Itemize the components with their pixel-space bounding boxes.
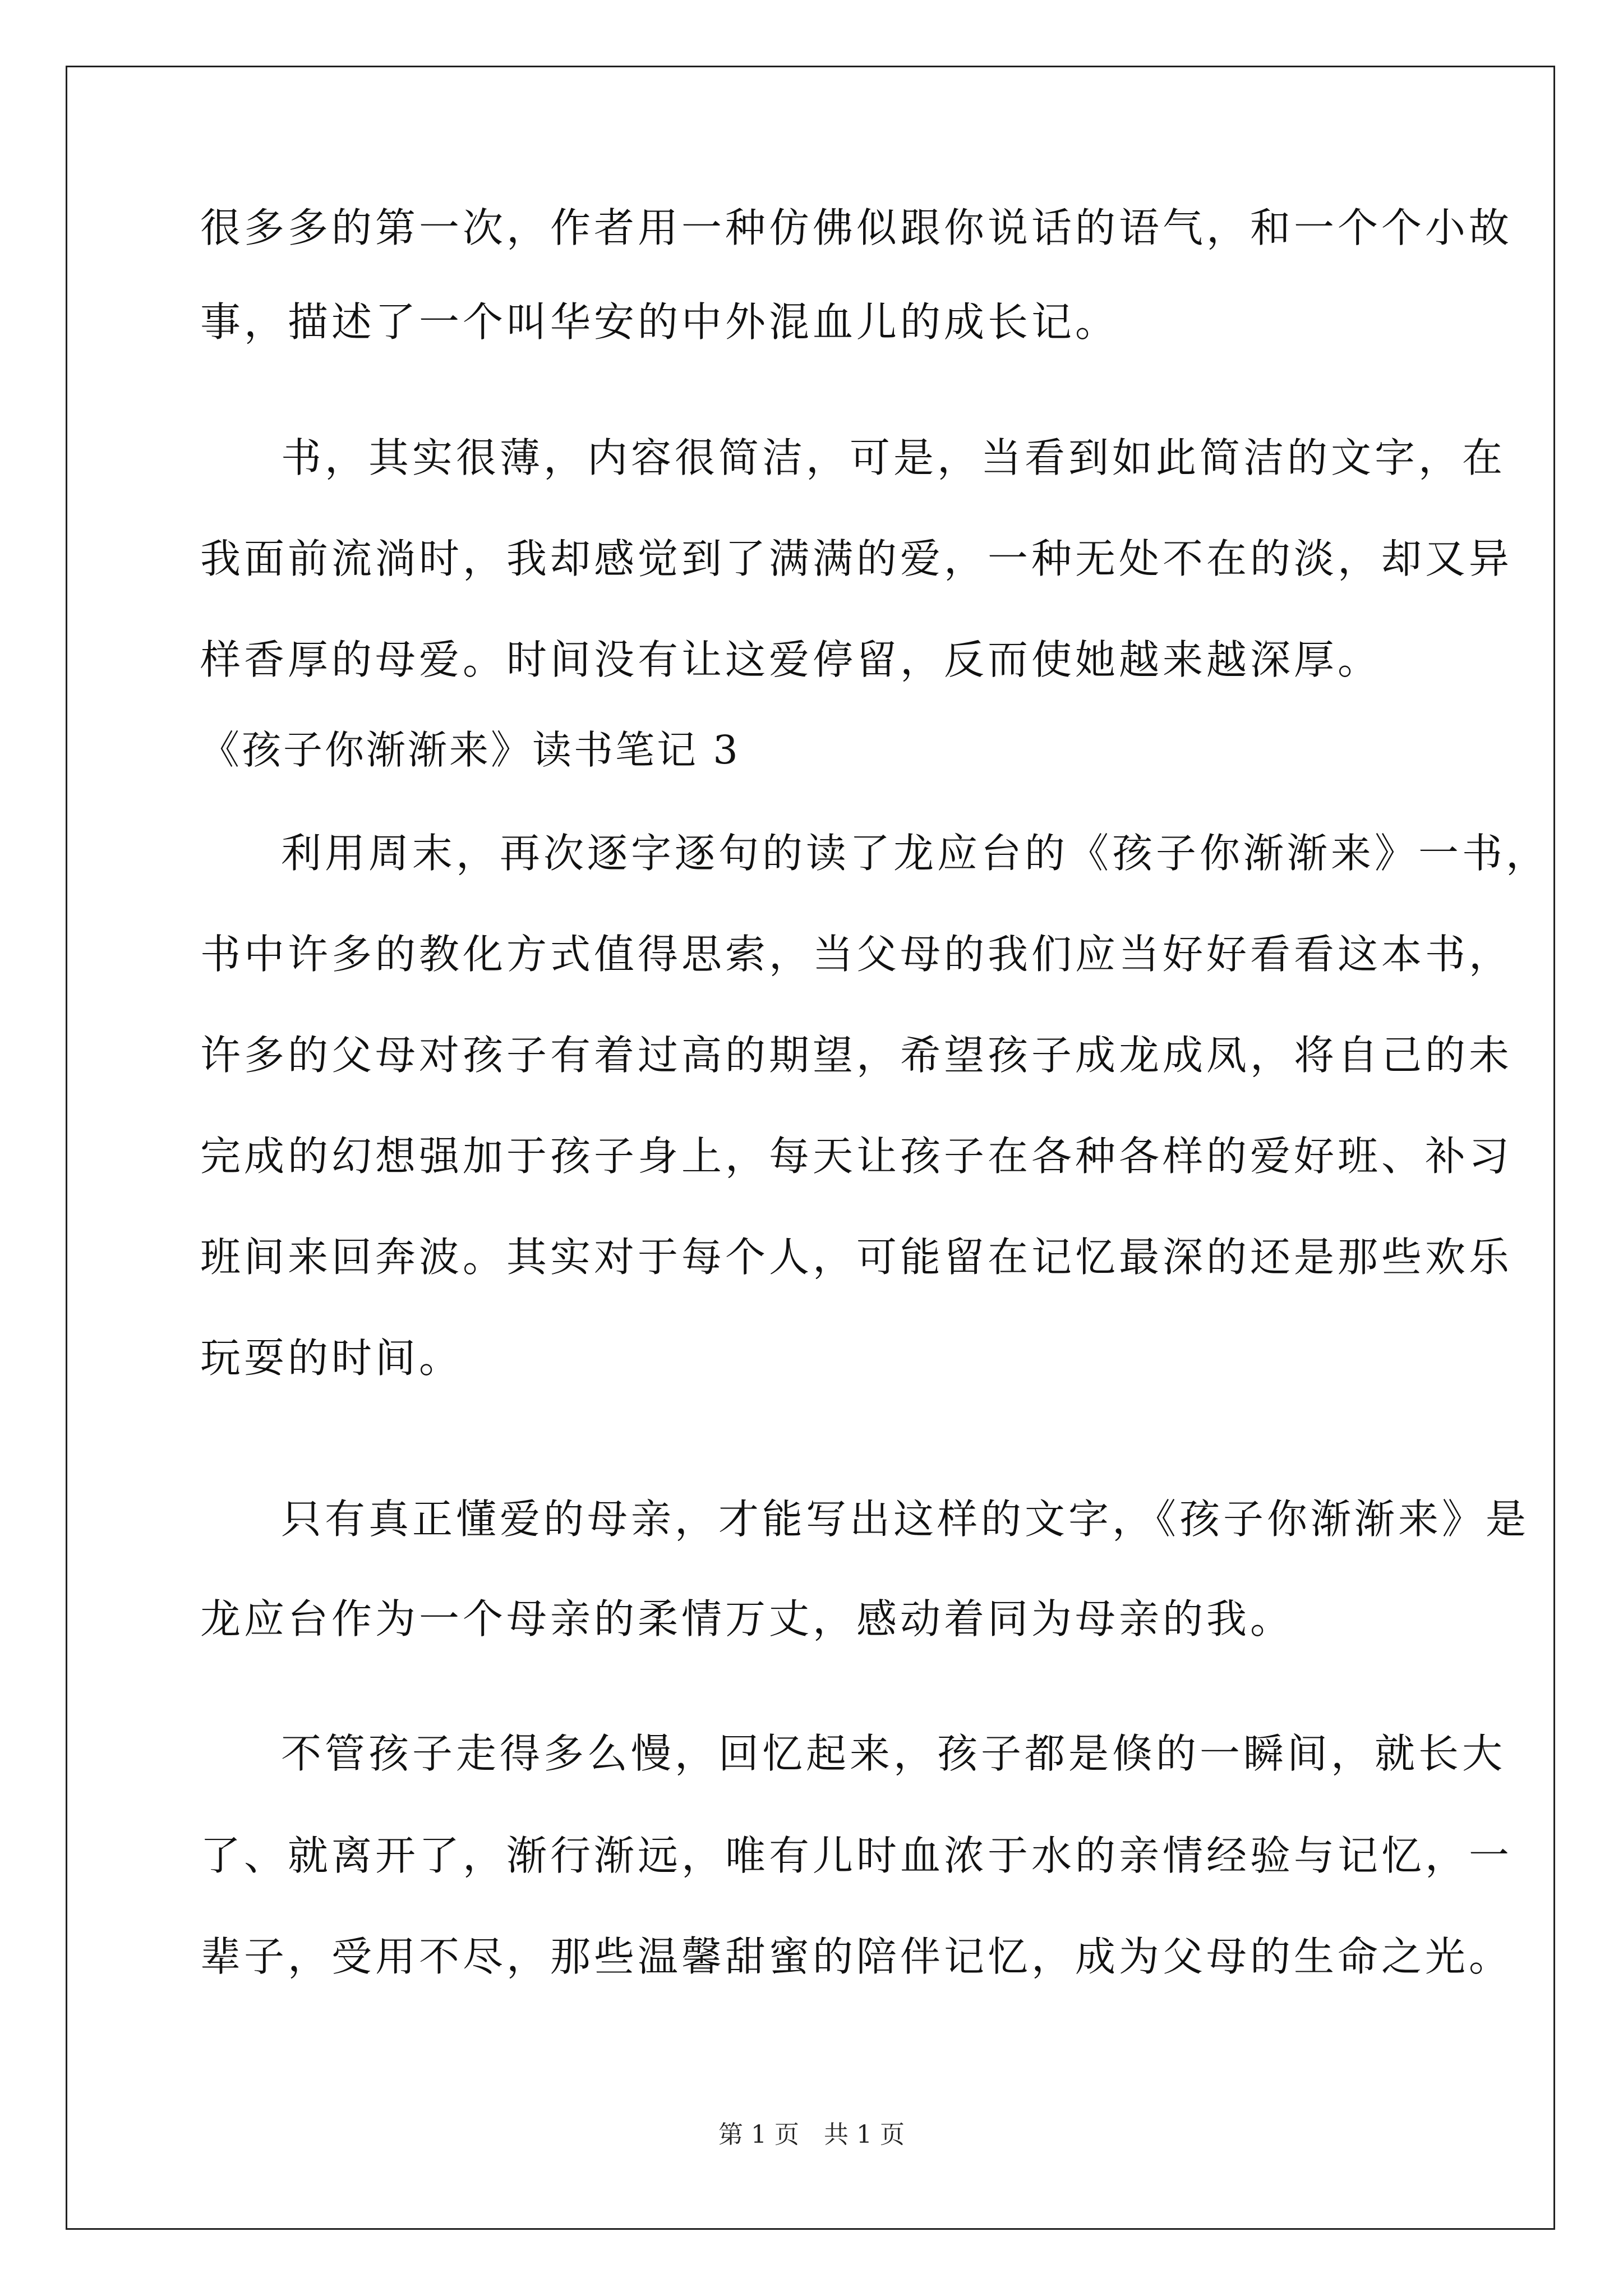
- text-line: 不管孩子走得多么慢，回忆起来，孩子都是倏的一瞬间，就长大: [281, 1730, 1506, 1777]
- text-line: 样香厚的母爱。时间没有让这爱停留，反而使她越来越深厚。: [200, 636, 1382, 683]
- text-line: 龙应台作为一个母亲的柔情万丈，感动着同为母亲的我。: [200, 1595, 1294, 1642]
- text-line: 事，描述了一个叫华安的中外混血儿的成长记。: [200, 298, 1119, 346]
- text-line: 许多的父母对孩子有着过高的期望，希望孩子成龙成凤，将自己的未: [200, 1032, 1513, 1079]
- text-line: 只有真正懂爱的母亲，才能写出这样的文字，《孩子你渐渐来》是: [281, 1496, 1530, 1543]
- text-line: 很多多的第一次，作者用一种仿佛似跟你说话的语气，和一个个小故: [200, 204, 1513, 251]
- text-line: 我面前流淌时，我却感觉到了满满的爱，一种无处不在的淡，却又异: [200, 535, 1513, 582]
- text-line: 了、就离开了，渐行渐远，唯有儿时血浓于水的亲情经验与记忆，一: [200, 1832, 1513, 1879]
- section-heading: 《孩子你渐渐来》读书笔记 3: [200, 727, 740, 773]
- page-number-footer: 第 1 页 共 1 页: [718, 2120, 905, 2149]
- text-line: 辈子，受用不尽，那些温馨甜蜜的陪伴记忆，成为父母的生命之光。: [200, 1933, 1513, 1980]
- text-line: 玩耍的时间。: [200, 1335, 463, 1382]
- text-line: 班间来回奔波。其实对于每个人，可能留在记忆最深的还是那些欢乐: [200, 1234, 1513, 1281]
- text-line: 书，其实很薄，内容很简洁，可是，当看到如此简洁的文字，在: [281, 434, 1506, 481]
- text-line: 完成的幻想强加于孩子身上，每天让孩子在各种各样的爱好班、补习: [200, 1133, 1513, 1180]
- text-line: 利用周末，再次逐字逐句的读了龙应台的《孩子你渐渐来》一书，: [281, 830, 1550, 877]
- text-line: 书中许多的教化方式值得思索，当父母的我们应当好好看看这本书，: [200, 931, 1513, 978]
